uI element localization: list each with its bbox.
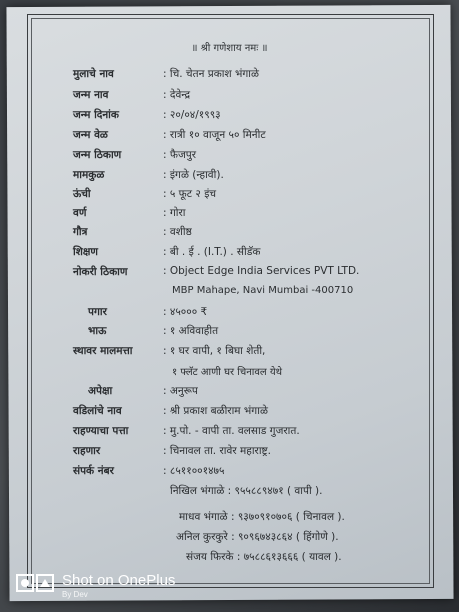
field-label: संपर्क नंबर (73, 465, 114, 477)
field-label: राहणार (73, 445, 101, 457)
field-label: ऊंची (73, 188, 91, 200)
field-value: : २०/०४/१९९३ (163, 109, 221, 121)
inner-border (31, 18, 430, 584)
field-label: वर्ण (73, 207, 87, 219)
field-value: : चि. चेतन प्रकाश भंगाळे (163, 68, 259, 80)
document-heading: ॥ श्री गणेशाय नमः ॥ (191, 43, 268, 54)
field-label: मामकुळ (73, 169, 105, 181)
contact-line: अनिल कुरकुरे : ९०९६७४३८६४ ( हिंगोणे ). (176, 531, 339, 543)
field-value: : बी . ई . (I.T.) . सीडॅक (163, 246, 261, 258)
field-label: गौत्र (73, 226, 88, 238)
contact-line: निखिल भंगाळे : ९५५८८९४७१ ( वापी ). (170, 485, 323, 497)
field-value: : चिनावल ता. रावेर महाराष्ट्र. (163, 445, 272, 457)
field-label: नोकरी ठिकाण (73, 266, 128, 278)
field-label: वडिलांचे नाव (73, 405, 122, 417)
watermark-subtitle: By Dev (62, 590, 88, 599)
field-label: अपेक्षा (88, 385, 113, 397)
watermark-title: Shot on OnePlus (62, 572, 176, 589)
field-label: पगार (88, 306, 107, 318)
field-label: शिक्षण (73, 246, 98, 258)
field-label: जन्म नाव (73, 89, 109, 101)
field-value: : अनुरूप (163, 385, 198, 397)
field-value: : Object Edge India Services PVT LTD. (163, 265, 360, 277)
field-value: : वशीष्ठ (163, 226, 192, 238)
field-value: : गोरा (163, 207, 186, 219)
field-value: : श्री प्रकाश बळीराम भंगाळे (163, 405, 268, 417)
contact-line: माधव भंगाळे : ९३७०९१०७०६ ( चिनावल ). (179, 511, 345, 523)
camera-watermark (16, 572, 175, 608)
field-label: स्थावर मालमत्ता (73, 345, 133, 357)
field-value-continued: MBP Mahape, Navi Mumbai -400710 (172, 285, 354, 296)
field-value-continued: १ फ्लॅट आणी घर चिनावल येथे (172, 367, 283, 378)
field-value: : रात्री १० वाजून ५० मिनीट (163, 129, 266, 141)
field-value: : १ घर वापी, १ बिघा शेती, (163, 345, 266, 357)
field-label: भाऊ (88, 325, 107, 337)
field-value: : १ अविवाहीत (163, 325, 219, 337)
field-value: : फैजपुर (163, 149, 197, 161)
field-label: जन्म दिनांक (73, 109, 119, 121)
field-value: : ४५००० ₹ (163, 306, 208, 318)
field-value: : ८५११००१४७५ (163, 465, 225, 477)
field-value: : इंगळे (न्हावी). (163, 169, 224, 181)
camera-dual-lens-icon (16, 574, 54, 592)
field-value: : देवेन्द्र (163, 89, 191, 101)
field-label: जन्म ठिकाण (73, 149, 122, 161)
field-label: राहण्याचा पत्ता (73, 425, 129, 437)
field-label: जन्म वेळ (73, 129, 108, 141)
field-label: मुलाचे नाव (73, 68, 114, 80)
contact-line: संजय फिरके : ७५८८६१३६६६ ( यावल ). (186, 551, 342, 563)
field-value: : ५ फूट २ इंच (163, 188, 217, 200)
field-value: : मु.पो. - वापी ता. वलसाड गुजरात. (163, 425, 300, 437)
